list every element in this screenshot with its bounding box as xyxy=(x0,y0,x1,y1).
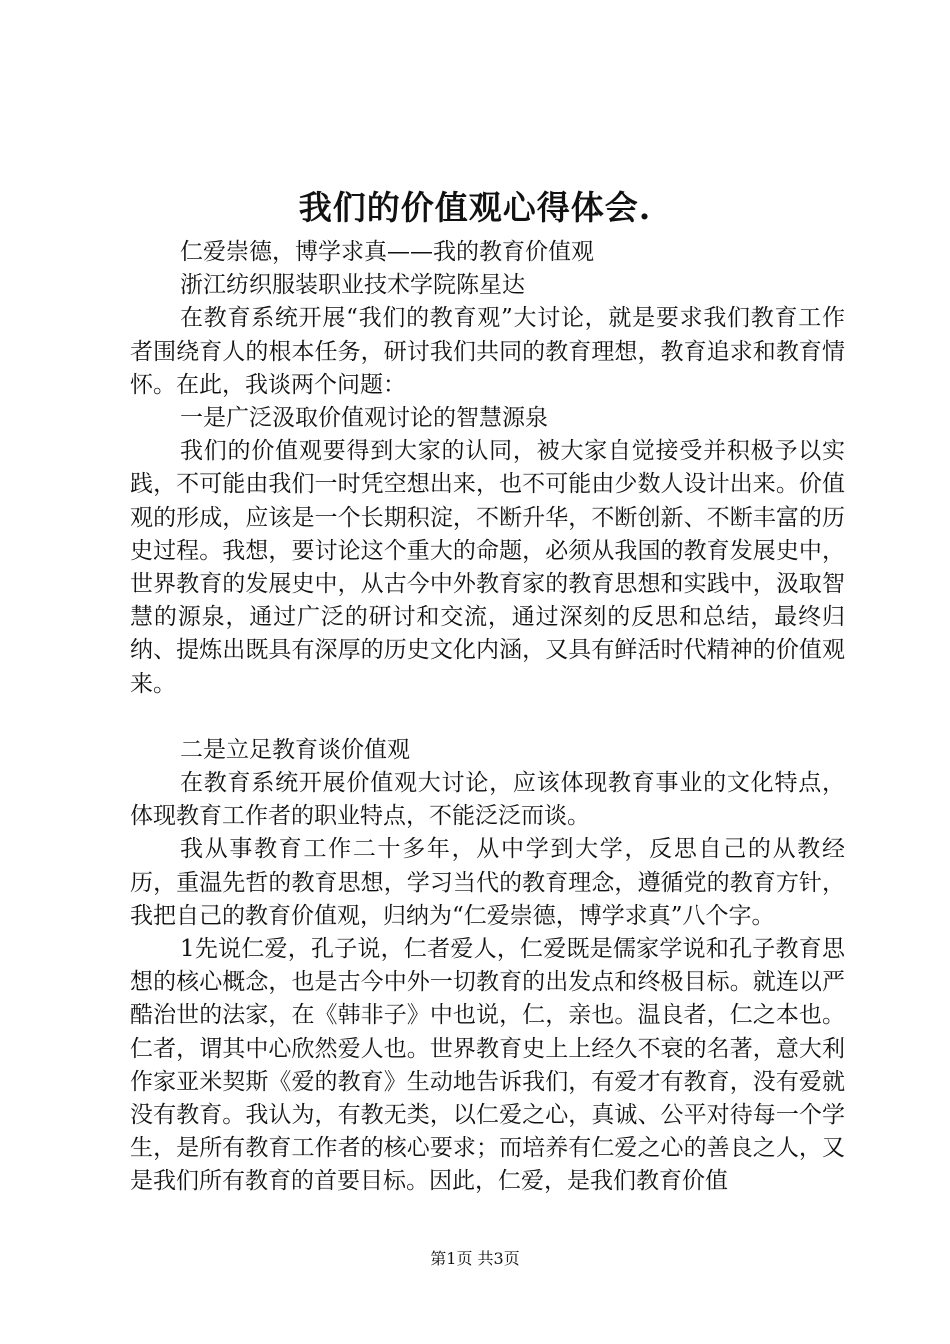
paragraph-author: 浙江纺织服装职业技术学院陈星达 xyxy=(180,272,525,299)
paragraph-heading-one: 一是广泛汲取价值观讨论的智慧源泉 xyxy=(180,405,548,432)
document-body xyxy=(130,236,845,1199)
paragraph-spacer xyxy=(130,701,845,734)
paragraph-body-three: 我从事教育工作二十多年，从中学到大学，反思自己的从教经历，重温先哲的教育思想，学习当代的教育理念，遵循党的教育方针，我把自己的教育价值观，归纳为“仁爱崇德，博学求真”八个字。 xyxy=(130,836,845,929)
paragraph-intro: 在教育系统开展“我们的教育观”大讨论，就是要求我们教育工作者围绕育人的根本任务，研讨我们共同的教育理想，教育追求和教育情怀。在此，我谈两个问题： xyxy=(130,305,845,398)
paragraph-body-four: 1先说仁爱，孔子说，仁者爱人，仁爱既是儒家学说和孔子教育思想的核心概念，也是古今中外一切教育的出发点和终极目标。就连以严酷治世的法家，在《韩非子》中也说，仁，亲也。温良者，仁之本也。仁者，谓其中心欣然爱人也。世界教育史上上经久不衰的名著，意大利作家亚米契斯《爱的教育》生动地告诉我们，有爱才有教育，没有爱就没有教育。我认为，有教无类，以仁爱之心，真诚、公平对待每一个学生，是所有教育工作者的核心要求；而培养有仁爱之心的善良之人，又是我们所有教育的首要目标。因此，仁爱，是我们教育价值 xyxy=(130,936,845,1195)
page-number: 第1页 共3页 xyxy=(430,1249,520,1268)
paragraph-subtitle: 仁爱崇德，博学求真——我的教育价值观 xyxy=(180,239,594,265)
paragraph-body-one: 我们的价值观要得到大家的认同，被大家自觉接受并积极予以实践，不可能由我们一时凭空想出来，也不可能由少数人设计出来。价值观的形成，应该是一个长期积淀，不断升华，不断创新、不断丰富的历史过程。我想，要讨论这个重大的命题，必须从我国的教育发展史中，世界教育的发展史中，从古今中外教育家的教育思想和实践中，汲取智慧的源泉，通过广泛的研讨和交流，通过深刻的反思和总结，最终归纳、提炼出既具有深厚的历史文化内涵，又具有鲜活时代精神的价值观来。 xyxy=(130,438,845,697)
paragraph-heading-two: 二是立足教育谈价值观 xyxy=(180,736,410,763)
paragraph-body-two: 在教育系统开展价值观大讨论，应该体现教育事业的文化特点，体现教育工作者的职业特点，不能泛泛而谈。 xyxy=(130,770,845,830)
document-title: 我们的价值观心得体会. xyxy=(298,188,652,227)
